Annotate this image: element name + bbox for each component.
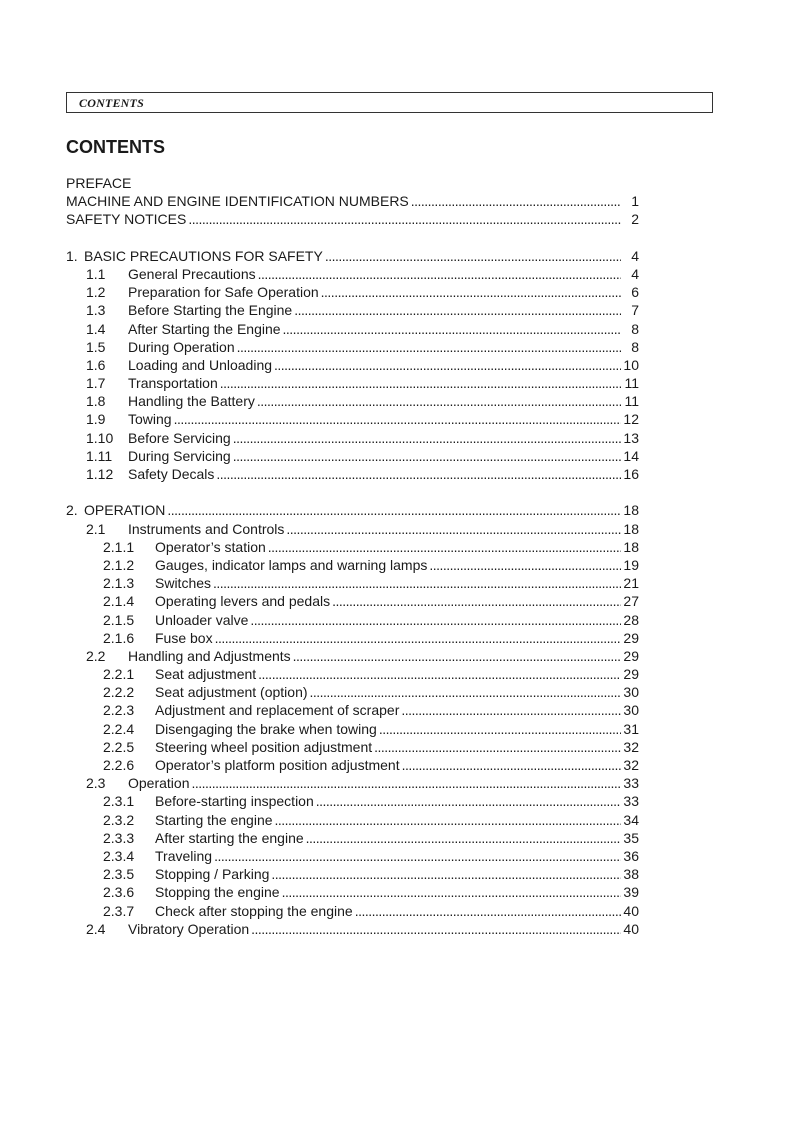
toc-entry <box>66 320 639 338</box>
toc-entry-page: 11 <box>624 393 639 410</box>
toc-entry-page: 8 <box>631 338 639 355</box>
dot-leader <box>274 356 621 374</box>
toc-entry <box>66 538 639 556</box>
toc-entry <box>66 356 639 374</box>
toc-entry-number: 2.3.5 <box>103 866 135 883</box>
toc-entry-title: PREFACE <box>66 175 132 191</box>
toc-entry-number: 2.3.4 <box>103 847 135 864</box>
toc-entry-number: 1.8 <box>86 393 106 410</box>
dot-leader <box>325 247 621 265</box>
toc-entry-page: 30 <box>623 702 639 719</box>
toc-entry-number: 2.2.6 <box>103 757 135 773</box>
toc-entry-number: 1.5 <box>86 338 106 355</box>
dot-leader <box>286 520 621 538</box>
toc-entry <box>66 883 639 901</box>
dot-leader <box>250 611 621 629</box>
toc-entry <box>66 574 639 592</box>
toc-entry-page: 33 <box>623 775 639 792</box>
dot-leader <box>379 720 621 738</box>
dot-leader <box>257 392 621 410</box>
toc-entry-page: 1 <box>631 193 639 210</box>
toc-entry-title: Adjustment and replacement of scraper <box>155 702 400 719</box>
dot-leader <box>293 647 621 665</box>
toc-entry <box>66 683 639 701</box>
toc-entry-number: 1.1 <box>86 265 106 282</box>
running-header-label: CONTENTS <box>79 96 144 110</box>
toc-entry-page: 13 <box>623 429 639 446</box>
toc-entry-number: 2.1.5 <box>103 611 135 628</box>
toc-entry-page: 32 <box>623 757 639 773</box>
dot-leader <box>283 320 621 338</box>
toc-entry-page: 40 <box>623 902 639 919</box>
toc-entry-title: Traveling <box>155 847 213 864</box>
toc-entry-title: Operating levers and pedals <box>155 593 331 610</box>
toc-entry-number: 2. <box>66 502 78 519</box>
dot-leader <box>401 701 621 719</box>
toc-entry-page: 12 <box>623 411 639 428</box>
toc-entry-number: 2.2.5 <box>103 738 135 755</box>
toc-entry-page: 8 <box>631 320 639 337</box>
toc-entry-title: Starting the engine <box>155 811 273 828</box>
dot-leader <box>258 665 621 683</box>
toc-entry-page: 11 <box>624 375 639 392</box>
toc-entry-title: Fuse box <box>155 629 213 646</box>
toc-entry-title: During Servicing <box>128 447 231 464</box>
toc-entry-number: 2.3.1 <box>103 793 135 810</box>
toc-entry-title: Handling and Adjustments <box>128 647 291 664</box>
dot-leader <box>233 429 621 447</box>
dot-leader <box>411 192 621 210</box>
toc-entry-title: Unloader valve <box>155 611 249 628</box>
toc-entry-number: 2.1.2 <box>103 556 135 573</box>
toc-entry <box>66 174 639 192</box>
toc-entry-title: OPERATION <box>84 502 166 519</box>
dot-leader <box>213 574 621 592</box>
dot-leader <box>332 592 621 610</box>
toc-entry-page: 31 <box>623 720 639 737</box>
toc-entry-number: 2.1.3 <box>103 575 135 592</box>
toc-entry <box>66 665 639 683</box>
dot-leader <box>282 883 621 901</box>
dot-leader <box>321 283 621 301</box>
toc-entry <box>66 701 639 719</box>
dot-leader <box>258 265 621 283</box>
toc-entry-page: 7 <box>631 302 639 319</box>
dot-leader <box>251 920 621 938</box>
toc-entry-title: Steering wheel position adjustment <box>155 738 373 755</box>
toc-entry-title: Before Servicing <box>128 429 231 446</box>
toc-entry-page: 18 <box>623 502 639 519</box>
toc-entry-page: 28 <box>623 611 639 628</box>
toc-entry <box>66 283 639 301</box>
toc-entry <box>66 811 639 829</box>
toc-entry-page: 29 <box>623 647 639 664</box>
toc-entry-page: 40 <box>623 920 639 937</box>
toc-entry-page: 36 <box>623 847 639 864</box>
toc-entry-title: Check after stopping the engine <box>155 902 353 919</box>
toc-entry-title: MACHINE AND ENGINE IDENTIFICATION NUMBERS <box>66 193 409 210</box>
dot-leader <box>316 792 621 810</box>
spacer <box>66 483 639 501</box>
toc-entry-number: 2.2.3 <box>103 702 135 719</box>
toc-entry-number: 2.3.7 <box>103 902 135 919</box>
dot-leader <box>429 556 621 574</box>
toc-entry-title: Stopping the engine <box>155 884 280 901</box>
toc-entry <box>66 192 639 210</box>
dot-leader <box>402 756 621 774</box>
dot-leader <box>294 301 621 319</box>
toc-entry-page: 29 <box>623 666 639 683</box>
toc-entry <box>66 720 639 738</box>
toc-entry <box>66 520 639 538</box>
toc-entry-title: Handling the Battery <box>128 393 255 410</box>
toc-entry <box>66 374 639 392</box>
toc-entry-number: 1.9 <box>86 411 106 428</box>
running-header <box>66 92 713 113</box>
toc-entry <box>66 920 639 938</box>
dot-leader <box>214 847 621 865</box>
toc-entry-title: Operator’s platform position adjustment <box>155 757 400 773</box>
toc-entry-title: Towing <box>128 411 172 428</box>
toc-entry <box>66 629 639 647</box>
dot-leader <box>167 501 621 519</box>
toc-entry <box>66 338 639 356</box>
toc-entry-page: 16 <box>623 466 639 482</box>
toc-entry <box>66 410 639 428</box>
dot-leader <box>191 774 621 792</box>
toc-entry-number: 2.3.3 <box>103 829 135 846</box>
toc-entry-page: 10 <box>623 356 639 373</box>
toc-entry-number: 1.4 <box>86 320 106 337</box>
toc-entry <box>66 792 639 810</box>
dot-leader <box>268 538 621 556</box>
dot-leader <box>220 374 621 392</box>
toc-entry-page: 35 <box>623 829 639 846</box>
dot-leader <box>271 865 621 883</box>
toc-entry <box>66 247 639 265</box>
toc-entry-number: 2.3.6 <box>103 884 135 901</box>
dot-leader <box>188 210 621 228</box>
toc-entry-title: Instruments and Controls <box>128 520 285 537</box>
toc-entry <box>66 865 639 883</box>
toc-entry-title: Preparation for Safe Operation <box>128 284 319 301</box>
toc-entry-title: Gauges, indicator lamps and warning lamps <box>155 556 428 573</box>
toc-entry <box>66 774 639 792</box>
toc-entry-page: 18 <box>623 538 639 555</box>
dot-leader <box>233 447 621 465</box>
toc-entry <box>66 447 639 465</box>
toc-entry-number: 2.1.4 <box>103 593 135 610</box>
dot-leader <box>174 410 621 428</box>
toc-entry <box>66 611 639 629</box>
toc-entry-title: SAFETY NOTICES <box>66 211 187 228</box>
toc-entry-number: 2.3 <box>86 775 106 792</box>
toc-entry-page: 29 <box>623 629 639 646</box>
page-title: CONTENTS <box>66 137 165 157</box>
toc-entry-page: 4 <box>631 247 639 264</box>
dot-leader <box>355 902 621 920</box>
toc-entry-number: 2.2.4 <box>103 720 135 737</box>
toc-entry-title: After Starting the Engine <box>128 320 281 337</box>
dot-leader <box>237 338 621 356</box>
toc-entry-number: 2.2.1 <box>103 666 135 683</box>
toc-entry-number: 1.11 <box>86 447 113 464</box>
toc-entry-number: 2.4 <box>86 920 106 937</box>
toc-entry-title: Switches <box>155 575 212 592</box>
toc-entry-number: 2.3.2 <box>103 811 135 828</box>
toc-entry-page: 18 <box>623 520 639 537</box>
dot-leader <box>215 629 621 647</box>
toc-entry-page: 32 <box>623 738 639 755</box>
toc-entry-title: Vibratory Operation <box>128 920 250 937</box>
toc-entry <box>66 301 639 319</box>
toc-entry-title: Seat adjustment <box>155 666 257 683</box>
toc-entry-page: 19 <box>623 556 639 573</box>
toc-entry-number: 1.12 <box>86 466 114 482</box>
toc-entry <box>66 847 639 865</box>
toc-entry-page: 14 <box>623 447 639 464</box>
toc-entry-title: Before-starting inspection <box>155 793 314 810</box>
dot-leader <box>374 738 621 756</box>
dot-leader <box>275 811 621 829</box>
toc-entry-title: After starting the engine <box>155 829 304 846</box>
toc-entry-title: General Precautions <box>128 265 256 282</box>
toc-entry <box>66 501 639 519</box>
toc-entry-number: 1.7 <box>86 375 106 392</box>
toc-entry-page: 30 <box>623 684 639 701</box>
spacer <box>66 229 639 247</box>
toc-entry-number: 2.2 <box>86 647 106 664</box>
toc-entry <box>66 647 639 665</box>
toc-entry-page: 39 <box>623 884 639 901</box>
toc-entry <box>66 592 639 610</box>
dot-leader <box>310 683 621 701</box>
toc-entry-number: 2.1 <box>86 520 106 537</box>
toc-entry <box>66 738 639 756</box>
toc-entry <box>66 429 639 447</box>
toc-entry-number: 2.2.2 <box>103 684 135 701</box>
table-of-contents <box>66 174 639 938</box>
toc-entry-number: 2.1.6 <box>103 629 135 646</box>
toc-entry-page: 21 <box>623 575 639 592</box>
toc-entry-page: 2 <box>631 211 639 228</box>
toc-entry <box>66 465 639 483</box>
toc-entry <box>66 556 639 574</box>
toc-entry-title: Before Starting the Engine <box>128 302 293 319</box>
toc-entry-page: 34 <box>623 811 639 828</box>
toc-entry-title: Disengaging the brake when towing <box>155 720 377 737</box>
toc-entry-page: 33 <box>623 793 639 810</box>
toc-entry-number: 1.3 <box>86 302 106 319</box>
toc-entry-title: During Operation <box>128 338 235 355</box>
toc-entry <box>66 392 639 410</box>
toc-entry-page: 6 <box>631 284 639 301</box>
toc-entry-title: Stopping / Parking <box>155 866 270 883</box>
toc-entry-title: Operator’s station <box>155 538 266 555</box>
toc-entry <box>66 902 639 920</box>
toc-entry-number: 2.1.1 <box>103 538 135 555</box>
toc-entry-title: BASIC PRECAUTIONS FOR SAFETY <box>84 247 323 264</box>
toc-entry <box>66 829 639 847</box>
toc-entry-title: Operation <box>128 775 190 792</box>
toc-entry-page: 4 <box>631 265 639 282</box>
toc-entry-page: 27 <box>623 593 639 610</box>
toc-entry-page: 38 <box>623 866 639 883</box>
toc-entry-title: Safety Decals <box>128 466 215 482</box>
toc-entry-number: 1.2 <box>86 284 106 301</box>
toc-entry <box>66 756 639 774</box>
toc-entry-title: Transportation <box>128 375 218 392</box>
toc-entry <box>66 265 639 283</box>
toc-entry-title: Seat adjustment (option) <box>155 684 308 701</box>
toc-entry-number: 1. <box>66 247 78 264</box>
dot-leader <box>216 465 621 483</box>
toc-entry-number: 1.6 <box>86 356 106 373</box>
dot-leader <box>306 829 621 847</box>
toc-entry <box>66 210 639 228</box>
toc-entry-title: Loading and Unloading <box>128 356 273 373</box>
toc-entry-number: 1.10 <box>86 429 114 446</box>
